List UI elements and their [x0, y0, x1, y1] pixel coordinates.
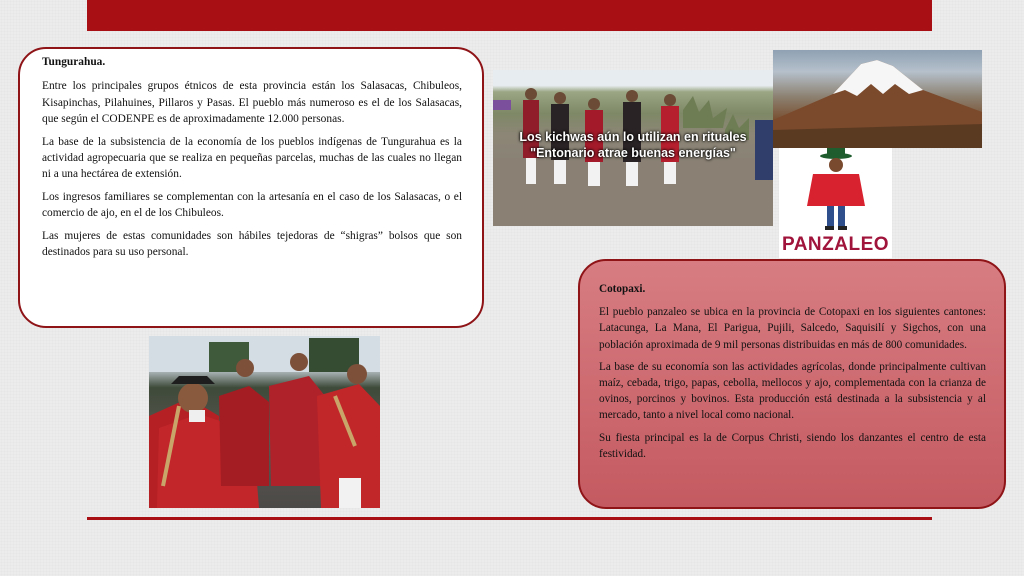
bottom-accent-line: [87, 517, 932, 520]
panzaleo-figure-icon: [779, 148, 892, 236]
volcano-illustration: [773, 50, 982, 148]
cotopaxi-paragraph-3: Su fiesta principal es la de Corpus Christi, siendo los danzantes el centro de esta festividad.: [599, 431, 986, 460]
tungurahua-title: Tungurahua.: [42, 56, 106, 68]
indigenous-people-photo: [149, 336, 380, 508]
cotopaxi-card: [578, 259, 1006, 509]
tungurahua-paragraph-1: Entre los principales grupos étnicos de esta provincia están los Salasacas, Chibuleos, Kisapinchas, Pilahuines, Pillaros y Pasas. El pueblo más numeroso es el de los Salasacas, que según el CODENPE es de aproximadamente 12.000 personas.: [42, 80, 462, 126]
panzaleo-label: PANZALEO: [781, 234, 890, 255]
panzaleo-figure-image: [779, 148, 892, 258]
tungurahua-paragraph-4: Las mujeres de estas comunidades son hábiles tejedoras de “shigras” bolsos que son destinados para su uso personal.: [42, 229, 462, 259]
cotopaxi-title: Cotopaxi.: [599, 283, 646, 295]
indigenous-people-illustration: [149, 336, 380, 508]
ritual-caption-line-1: Los kichwas aún lo utilizan en rituales: [519, 130, 747, 144]
top-accent-bar: [87, 0, 932, 31]
tungurahua-card: [18, 47, 484, 328]
ritual-march-photo: [493, 70, 773, 226]
cotopaxi-paragraph-1: El pueblo panzaleo se ubica en la provincia de Cotopaxi en los siguientes cantones: Latacunga, La Mana, El Parigua, Pujili, Salcedo, Saquisilí y Sigchos, con una población aproximada de 9 mil personas distribuidas en más de 800 comunidades.: [599, 306, 986, 351]
tungurahua-paragraph-3: Los ingresos familiares se complementan con la artesanía en el caso de los Salasacas, o el comercio de ajo, en el de los Chibuleos.: [42, 190, 462, 220]
tungurahua-paragraph-2: La base de la subsistencia de la economía de los pueblos indígenas de Tungurahua es la actividad agropecuaria que se realiza en pequeñas parcelas, muchas de las cuales no llegan ni a una hectárea de extensión.: [42, 135, 462, 181]
cotopaxi-volcano-photo: [773, 50, 982, 148]
cotopaxi-paragraph-2: La base de su economía son las actividades agrícolas, donde principalmente cultivan maíz, cebada, trigo, papas, cebolla, mellocos y ajo, complementada con la crianza de ovinos, porcinos y bovinos. Esta producción está destinada a la subsistencia y al mercado, tanto a nivel local como nacional.: [599, 360, 986, 422]
ritual-caption-line-2: "Entonario atrae buenas energías": [530, 146, 736, 160]
